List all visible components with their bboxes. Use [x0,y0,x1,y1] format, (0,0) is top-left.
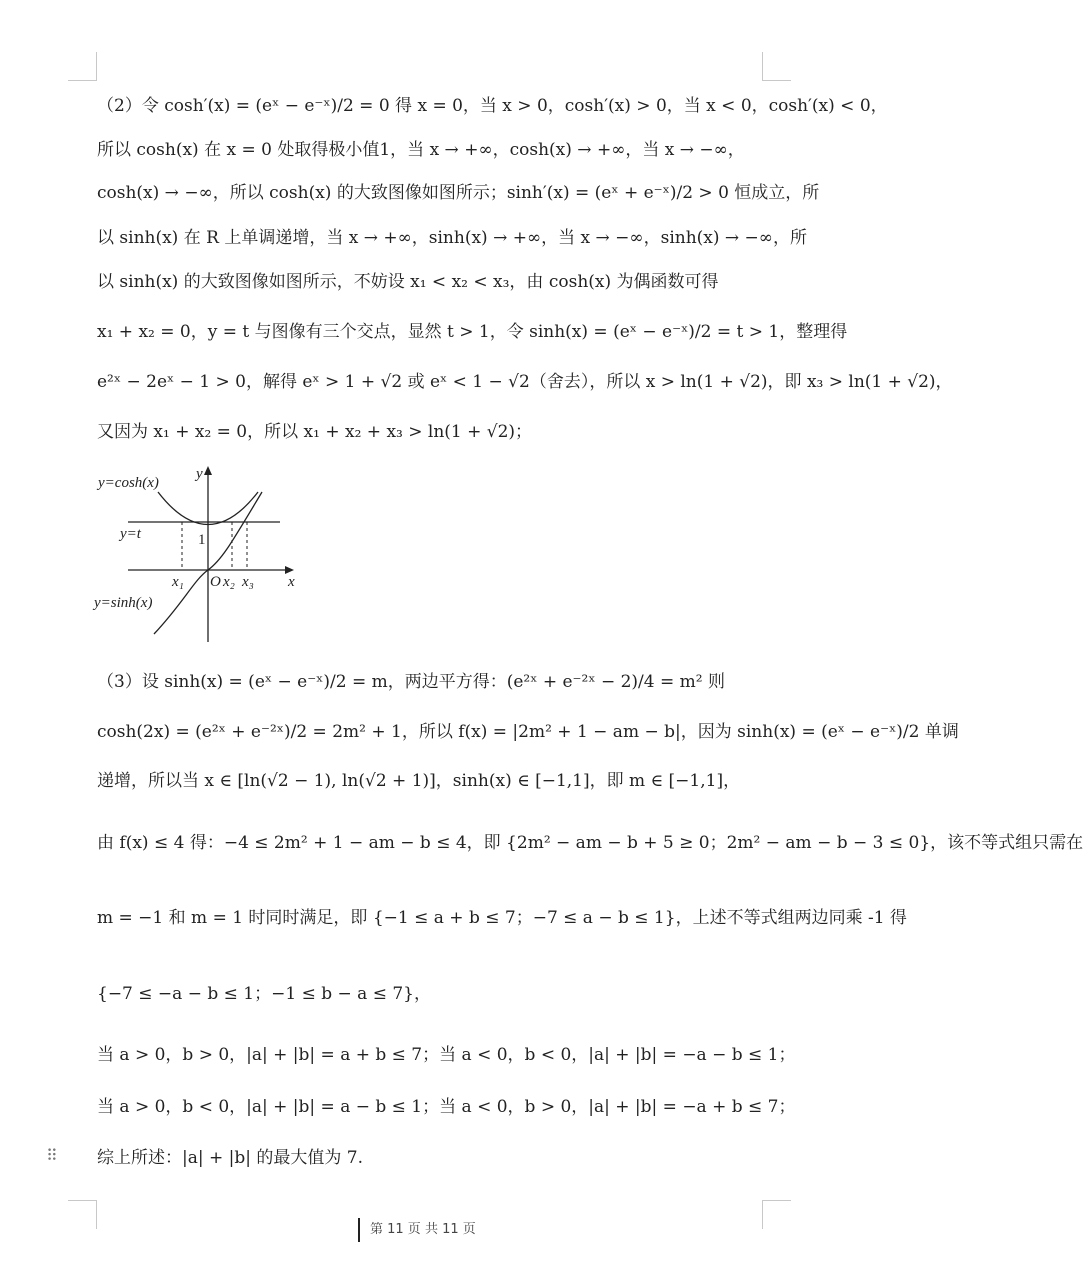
label-y-axis: y [196,466,203,482]
y-axis-arrow [204,466,212,475]
part3-line-5: m = −1 和 m = 1 时同时满足，即 {−1 ≤ a + b ≤ 7；−7 ≤ a − b ≤ 1}，上述不等式组两边同乘 -1 得 [97,908,907,928]
page-footer: 第 11 页 共 11 页 [358,1218,476,1242]
part2-line-3: cosh(x) → −∞，所以 cosh(x) 的大致图像如图所示；sinh′(x) = (eˣ + e⁻ˣ)/2 > 0 恒成立，所 [97,183,820,203]
drag-handle-icon[interactable]: ⠿ [46,1146,56,1165]
part2-line-1: （2）令 cosh′(x) = (eˣ − e⁻ˣ)/2 = 0 得 x = 0，当 x > 0，cosh′(x) > 0，当 x < 0，cosh′(x) < 0， [97,96,888,116]
part2-line-8: 又因为 x₁ + x₂ = 0，所以 x₁ + x₂ + x₃ > ln(1 + √2)； [97,422,533,442]
label-x3: x₃ [242,574,254,590]
graph-svg [92,462,312,647]
part2-line-2: 所以 cosh(x) 在 x = 0 处取得极小值1，当 x → +∞，cosh(x) → +∞，当 x → −∞， [97,140,745,160]
part3-conclusion: 综上所述：|a| + |b| 的最大值为 7. [97,1148,364,1168]
page-corner-mark-top-right [762,52,791,81]
part3-line-6: {−7 ≤ −a − b ≤ 1；−1 ≤ b − a ≤ 7}， [97,984,431,1004]
label-y-t: y=t [120,526,141,542]
part2-line-7: e²ˣ − 2eˣ − 1 > 0，解得 eˣ > 1 + √2 或 eˣ < 1 − √2（舍去），所以 x > ln(1 + √2)，即 x₃ > ln(1 + √2)， [97,372,953,392]
part2-line-5: 以 sinh(x) 的大致图像如图所示，不妨设 x₁ < x₂ < x₃，由 cosh(x) 为偶函数可得 [97,272,719,292]
part3-line-7: 当 a > 0，b > 0，|a| + |b| = a + b ≤ 7；当 a < 0，b < 0，|a| + |b| = −a − b ≤ 1； [97,1045,796,1065]
label-one: 1 [198,532,206,548]
label-y-sinh: y=sinh(x) [94,595,153,611]
page-corner-mark-top-left [68,52,97,81]
part2-line-4: 以 sinh(x) 在 R 上单调递增，当 x → +∞，sinh(x) → +∞，当 x → −∞，sinh(x) → −∞，所 [97,228,807,248]
label-origin: O [210,574,221,590]
page-corner-mark-bottom-right [762,1200,791,1229]
page-corner-mark-bottom-left [68,1200,97,1229]
label-x1: x₁ [172,574,184,590]
x-axis-arrow [285,566,294,574]
label-x2: x₂ [223,574,235,590]
part3-line-4: 由 f(x) ≤ 4 得：−4 ≤ 2m² + 1 − am − b ≤ 4，即 {2m² − am − b + 5 ≥ 0；2m² − am − b − 3 ≤ 0}，该不等式组只需在 [97,833,1083,853]
label-y-cosh: y=cosh(x) [98,475,159,491]
label-x-axis: x [288,574,295,590]
part2-line-6: x₁ + x₂ = 0，y = t 与图像有三个交点，显然 t > 1，令 sinh(x) = (eˣ − e⁻ˣ)/2 = t > 1，整理得 [97,322,848,342]
part3-line-3: 递增，所以当 x ∈ [ln(√2 − 1), ln(√2 + 1)]，sinh(x) ∈ [−1,1]，即 m ∈ [−1,1]， [97,771,741,791]
part3-line-8: 当 a > 0，b < 0，|a| + |b| = a − b ≤ 1；当 a < 0，b > 0，|a| + |b| = −a + b ≤ 7； [97,1097,796,1117]
cosh-sinh-graph [92,462,312,647]
part3-line-2: cosh(2x) = (e²ˣ + e⁻²ˣ)/2 = 2m² + 1，所以 f(x) = |2m² + 1 − am − b|，因为 sinh(x) = (eˣ − e⁻ˣ)/2 单调 [97,722,959,742]
part3-line-1: （3）设 sinh(x) = (eˣ − e⁻ˣ)/2 = m，两边平方得：(e²ˣ + e⁻²ˣ − 2)/4 = m² 则 [97,672,725,692]
